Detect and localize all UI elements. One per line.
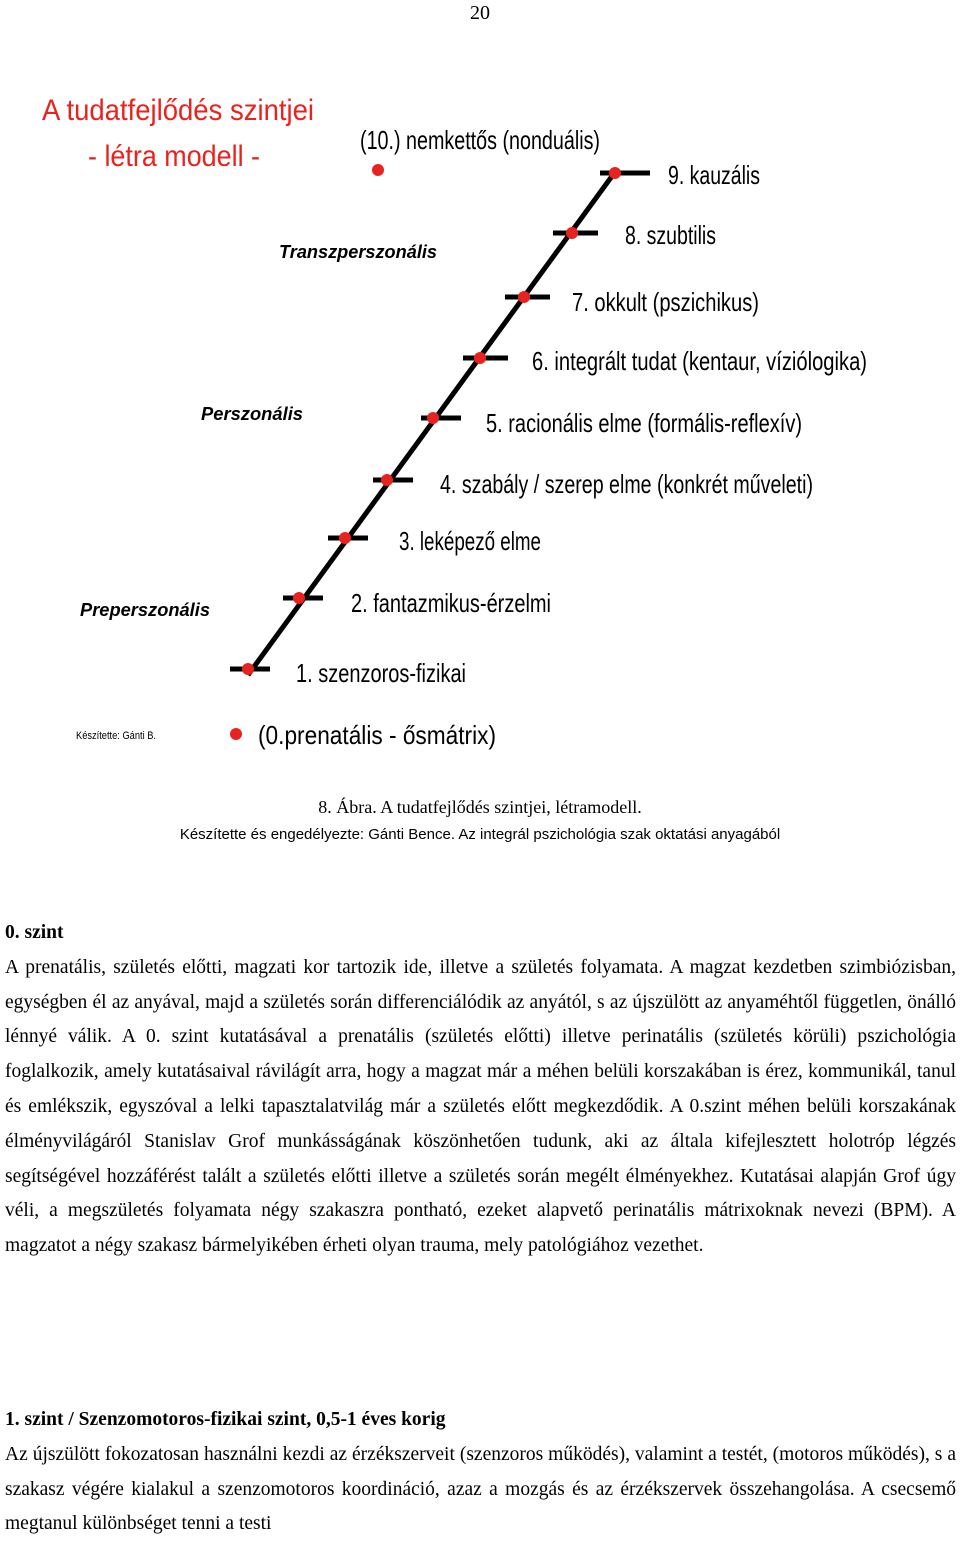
level-label-9: 9. kauzális (668, 160, 760, 190)
diagram-credit: Készítette: Gánti B. (76, 730, 156, 742)
section-level-0 (5, 916, 956, 1264)
diagram-title-line1: A tudatfejlődés szintjei (42, 94, 314, 127)
group-prepersonal: Preperszonális (80, 600, 210, 620)
level-label-4: 4. szabály / szerep elme (konkrét műveleti) (440, 469, 813, 499)
group-personal: Perszonális (201, 404, 303, 424)
section-paragraph: A prenatális, születés előtti, magzati kor tartozik ide, illetve a születés folyamata. A magzat kezdetben szimbiózisban, egységben él az anyával, majd a születés során differenciálódik az anyától, s az újszülött az anyaméhtől független, önálló lénnyé válik. A 0. szint kutatásával a prenatális (születés előtti) illetve perinatális (születés körüli) pszichológia foglalkozik, amely kutatásaival rávilágít arra, hogy a magzat már a méhen belüli korszakában is érez, kommunikál, tanul és emlékszik, egyszóval a lelki tapasztalatvilág már a születés előtt megkezdődik. A 0.szint méhen belüli korszakának élményvilágáról Stanislav Grof munkásságának köszönhetően tudunk, aki az általa kifejlesztett holotróp légzés segítségével hozzáférést talált a születés előtti illetve a születés során megélt élményekhez. Kutatásai alapján Grof úgy véli, a megszületés folyamata négy szakaszra pontható, ezeket alapvető perinatális mátrixoknak nevezi (BPM). A magzatot a négy szakasz bármelyikében érheti olyan trauma, mely patológiához vezethet. (5, 956, 956, 1257)
level-label-0: (0.prenatális - ősmátrix) (258, 720, 496, 750)
section-heading: 0. szint (5, 922, 64, 943)
level-label-3: 3. leképező elme (399, 526, 541, 556)
dot-level-3 (339, 532, 351, 544)
dot-level-7 (518, 291, 530, 303)
level-label-2: 2. fantazmikus-érzelmi (351, 588, 551, 618)
page-number: 20 (470, 2, 490, 24)
section-level-1 (5, 1403, 956, 1542)
diagram-title-line2: - létra modell - (88, 140, 260, 173)
dot-level-2 (293, 592, 305, 604)
dot-level-10 (372, 164, 384, 176)
dot-level-9 (609, 167, 621, 179)
level-label-7: 7. okkult (pszichikus) (572, 287, 759, 317)
dot-level-0 (230, 728, 242, 740)
dot-level-4 (381, 474, 393, 486)
level-label-10: (10.) nemkettős (nonduális) (360, 125, 600, 155)
figure-caption: 8. Ábra. A tudatfejlődés szintjei, létramodell. (318, 797, 642, 817)
dot-level-8 (566, 227, 578, 239)
dot-level-6 (474, 352, 486, 364)
section-heading: 1. szint / Szenzomotoros-fizikai szint, 0,5-1 éves korig (5, 1409, 446, 1430)
section-paragraph: Az újszülött fokozatosan használni kezdi az érzékszerveit (szenzoros működés), valamint a testét, (motoros működés), s a szakasz végére kialakul a szenzomotoros koordináció, azaz a mozgás és az érzékszervek összehangolása. A csecsemő megtanul különbséget tenni a testi (5, 1443, 956, 1535)
group-transpersonal: Transzperszonális (279, 242, 437, 262)
ladder-diagram (0, 70, 960, 770)
level-label-8: 8. szubtilis (625, 220, 716, 250)
figure-credit-line: Készítette és engedélyezte: Gánti Bence. Az integrál pszichológia szak oktatási anyagából (179, 826, 781, 843)
dot-level-5 (427, 412, 439, 424)
level-label-6: 6. integrált tudat (kentaur, víziólogika) (532, 346, 867, 376)
level-label-1: 1. szenzoros-fizikai (296, 658, 466, 688)
level-label-5: 5. racionális elme (formális-reflexív) (486, 408, 802, 438)
dot-level-1 (242, 663, 254, 675)
